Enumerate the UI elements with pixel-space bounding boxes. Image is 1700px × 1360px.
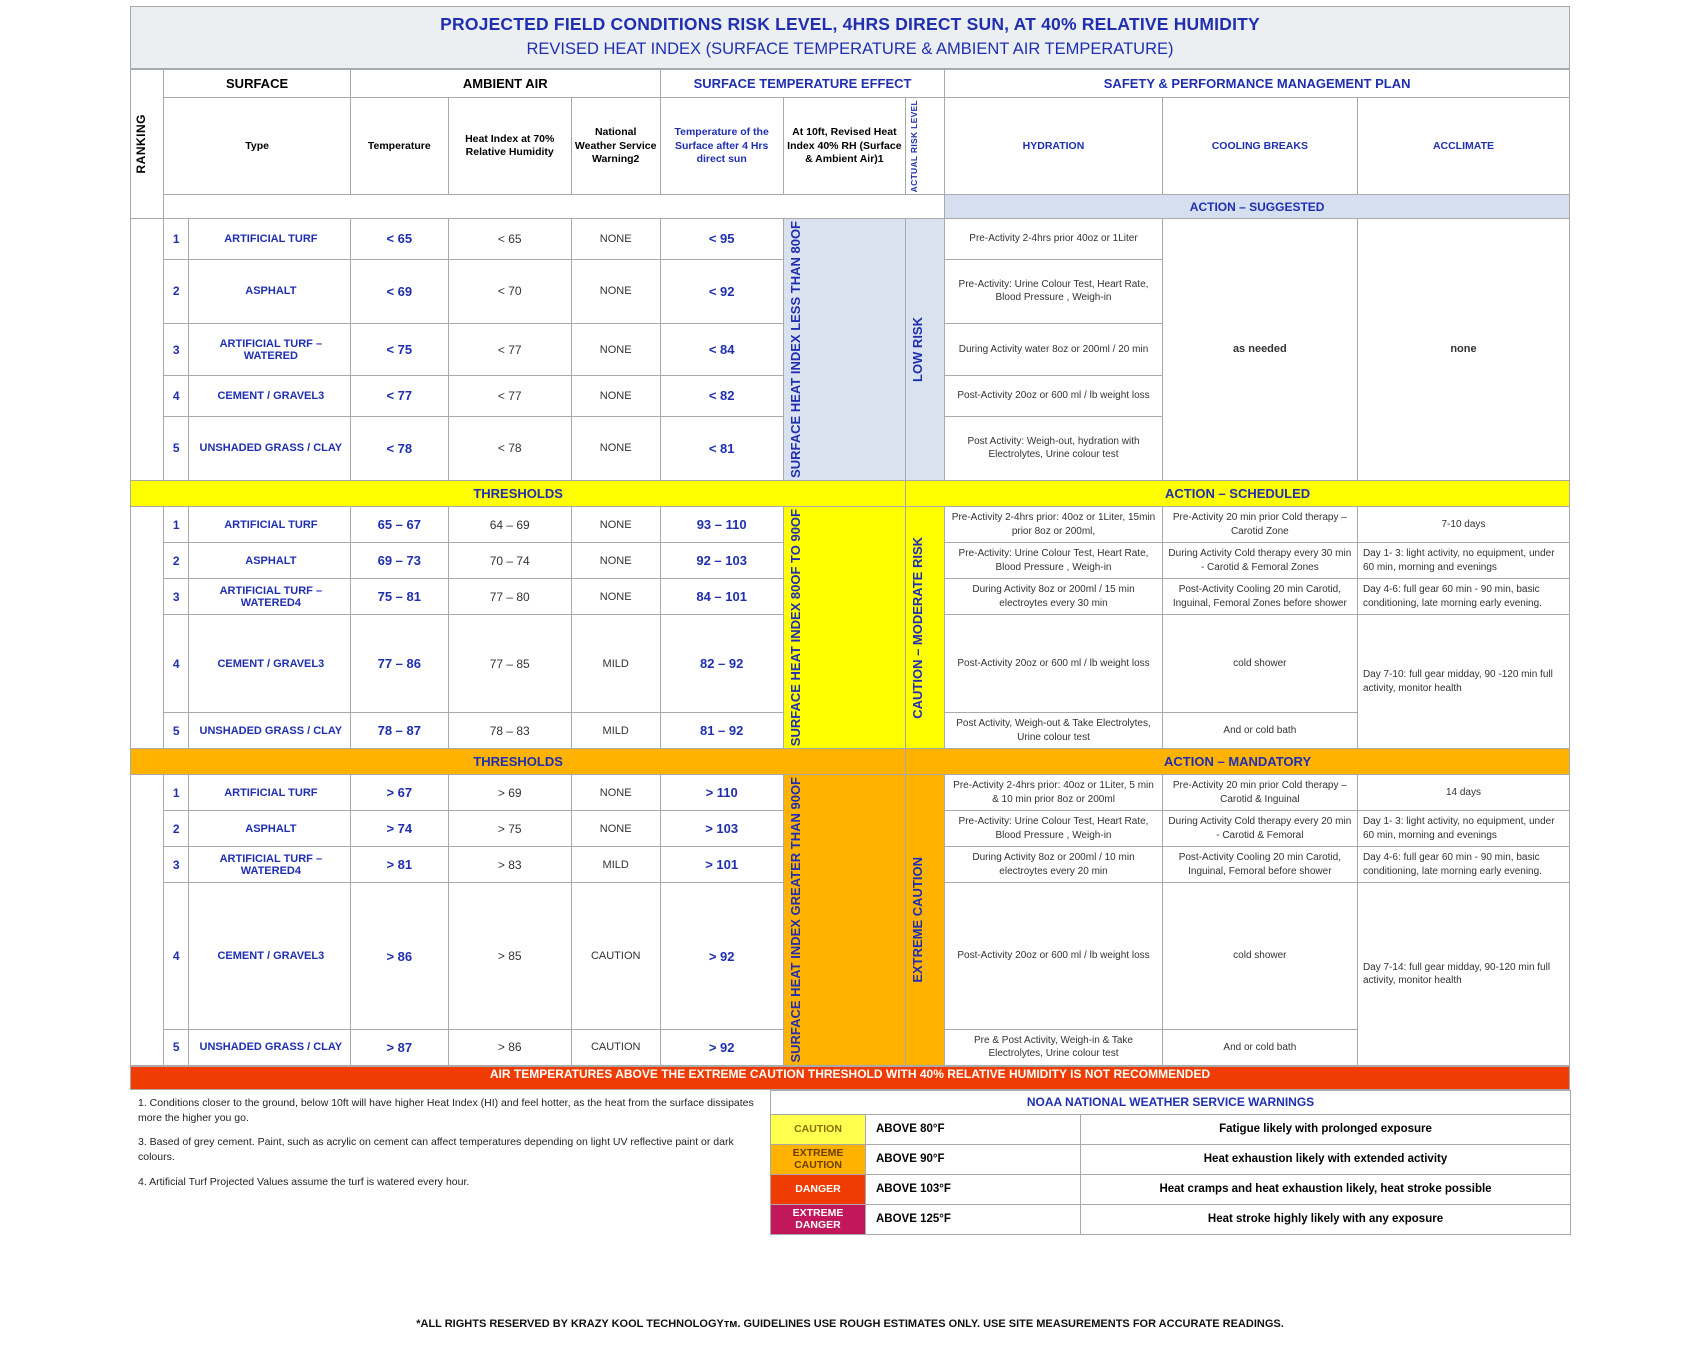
ranking-label: RANKING xyxy=(134,114,148,174)
hydration-note: Pre & Post Activity, Weigh-in & Take Electrolytes, Urine colour test xyxy=(945,1029,1163,1065)
heat-risk-chart xyxy=(130,6,1570,1235)
chart-title-line1: PROJECTED FIELD CONDITIONS RISK LEVEL, 4HRS DIRECT SUN, AT 40% RELATIVE HUMIDITY xyxy=(440,14,1260,34)
bottom-section xyxy=(130,1090,1570,1235)
footnotes-panel xyxy=(130,1090,770,1235)
noaa-desc: Fatigue likely with prolonged exposure xyxy=(1081,1114,1571,1144)
ambient-temperature: < 75 xyxy=(350,324,448,376)
cooling-breaks-note: During Activity Cold therapy every 20 min - Carotid & Femoral xyxy=(1162,811,1357,847)
surface-type: ARTIFICIAL TURF xyxy=(188,219,350,259)
header-type: Type xyxy=(164,98,350,195)
surface-temperature: 92 – 103 xyxy=(660,543,783,579)
header-nws-warning: National Weather Service Warning2 xyxy=(571,98,660,195)
acclimate-note: none xyxy=(1357,219,1569,481)
ambient-temperature: 75 – 81 xyxy=(350,579,448,615)
hydration-note: During Activity 8oz or 200ml / 10 min electroytes every 20 min xyxy=(945,847,1163,883)
surface-type: CEMENT / GRAVEL3 xyxy=(188,615,350,713)
surface-temperature: < 95 xyxy=(660,219,783,259)
risk-band-label: SURFACE HEAT INDEX GREATER THAN 90OF xyxy=(787,777,803,1063)
nws-warning: MILD xyxy=(571,847,660,883)
ambient-temperature: > 67 xyxy=(350,775,448,811)
cooling-breaks-note: as needed xyxy=(1162,219,1357,481)
actual-risk-level-label: ACTUAL RISK LEVEL xyxy=(909,100,920,193)
row-number: 2 xyxy=(164,259,189,324)
heat-index-70: > 69 xyxy=(448,775,571,811)
noaa-row xyxy=(771,1174,1571,1204)
risk-level-extreme xyxy=(906,775,945,1066)
nws-warning: MILD xyxy=(571,615,660,713)
row-number: 3 xyxy=(164,324,189,376)
surface-temperature: > 92 xyxy=(660,883,783,1030)
noaa-title-row xyxy=(771,1090,1571,1114)
heat-index-70: < 78 xyxy=(448,416,571,481)
nws-warning: NONE xyxy=(571,543,660,579)
ambient-temperature: < 77 xyxy=(350,376,448,416)
surface-type: ASPHALT xyxy=(188,811,350,847)
risk-band-extreme xyxy=(783,775,906,1066)
ambient-temperature: 65 – 67 xyxy=(350,507,448,543)
heat-index-70: < 77 xyxy=(448,376,571,416)
surface-temperature: 81 – 92 xyxy=(660,713,783,749)
header-actual-risk-level xyxy=(906,98,945,195)
surface-temperature: > 101 xyxy=(660,847,783,883)
footnote-4: 4. Artificial Turf Projected Values assume the turf is watered every hour. xyxy=(138,1175,470,1188)
surface-type: UNSHADED GRASS / CLAY xyxy=(188,1029,350,1065)
nws-warning: NONE xyxy=(571,775,660,811)
cooling-breaks-note: And or cold bath xyxy=(1162,713,1357,749)
hydration-note: Post Activity: Weigh-out, hydration with Electrolytes, Urine colour test xyxy=(945,416,1163,481)
ambient-temperature: > 86 xyxy=(350,883,448,1030)
nws-warning: NONE xyxy=(571,507,660,543)
surface-temperature: 84 – 101 xyxy=(660,579,783,615)
noaa-desc: Heat stroke highly likely with any exposure xyxy=(1081,1204,1571,1234)
row-number: 3 xyxy=(164,579,189,615)
surface-type: CEMENT / GRAVEL3 xyxy=(188,376,350,416)
heat-index-70: > 83 xyxy=(448,847,571,883)
nws-warning: NONE xyxy=(571,259,660,324)
surface-type: ASPHALT xyxy=(188,259,350,324)
acclimate-note: Day 1- 3: light activity, no equipment, under 60 min, morning and evenings xyxy=(1357,543,1569,579)
noaa-tag-extreme-danger: EXTREME DANGER xyxy=(771,1204,866,1234)
row-number: 2 xyxy=(164,543,189,579)
cooling-breaks-note: Post-Activity Cooling 20 min Carotid, Inguinal, Femoral before shower xyxy=(1162,847,1357,883)
ambient-temperature: < 65 xyxy=(350,219,448,259)
cooling-breaks-note: And or cold bath xyxy=(1162,1029,1357,1065)
hydration-note: Pre-Activity 2-4hrs prior: 40oz or 1Liter, 5 min & 10 min prior 8oz or 200ml xyxy=(945,775,1163,811)
ambient-temperature: > 81 xyxy=(350,847,448,883)
hydration-note: Pre-Activity: Urine Colour Test, Heart Rate, Blood Pressure , Weigh-in xyxy=(945,543,1163,579)
thresholds-moderate-row xyxy=(131,481,1570,507)
surface-type: UNSHADED GRASS / CLAY xyxy=(188,416,350,481)
footnote-3: 3. Based of grey cement. Paint, such as acrylic on cement can affect temperatures depending on light UV reflective paint or dark colours. xyxy=(138,1136,734,1164)
header-group-row xyxy=(131,70,1570,98)
thresholds-banner-moderate: THRESHOLDS xyxy=(131,481,906,507)
risk-level-label: EXTREME CAUTION xyxy=(910,857,926,984)
surface-type: ARTIFICIAL TURF – WATERED4 xyxy=(188,579,350,615)
acclimate-note: Day 7-14: full gear midday, 90-120 min full activity, monitor health xyxy=(1357,883,1569,1066)
noaa-temp: ABOVE 90°F xyxy=(866,1144,1081,1174)
row-number: 1 xyxy=(164,219,189,259)
ranking-header-cell xyxy=(131,70,164,219)
cooling-breaks-note: During Activity Cold therapy every 30 min - Carotid & Femoral Zones xyxy=(1162,543,1357,579)
hydration-note: Pre-Activity: Urine Colour Test, Heart Rate, Blood Pressure , Weigh-in xyxy=(945,259,1163,324)
heat-index-70: 77 – 85 xyxy=(448,615,571,713)
ranking-spacer-moderate xyxy=(131,507,164,749)
hydration-note: Post-Activity 20oz or 600 ml / lb weight loss xyxy=(945,376,1163,416)
chart-title-bar xyxy=(130,6,1570,69)
heat-index-70: 78 – 83 xyxy=(448,713,571,749)
cooling-breaks-note: Post-Activity Cooling 20 min Carotid, Inguinal, Femoral Zones before shower xyxy=(1162,579,1357,615)
heat-index-70: 70 – 74 xyxy=(448,543,571,579)
header-acclimate: ACCLIMATE xyxy=(1357,98,1569,195)
row-number: 1 xyxy=(164,507,189,543)
surface-temperature: 82 – 92 xyxy=(660,615,783,713)
header-revised-hi-10ft: At 10ft, Revised Heat Index 40% RH (Surface & Ambient Air)1 xyxy=(783,98,906,195)
heat-index-70: < 77 xyxy=(448,324,571,376)
row-number: 5 xyxy=(164,713,189,749)
action-suggested-row xyxy=(131,195,1570,219)
nws-warning: NONE xyxy=(571,416,660,481)
header-heat-index-70: Heat Index at 70% Relative Humidity xyxy=(448,98,571,195)
surface-temperature: < 84 xyxy=(660,324,783,376)
noaa-tag-caution: CAUTION xyxy=(771,1114,866,1144)
noaa-tag-danger: DANGER xyxy=(771,1174,866,1204)
surface-temperature: 93 – 110 xyxy=(660,507,783,543)
not-recommended-banner: AIR TEMPERATURES ABOVE THE EXTREME CAUTION THRESHOLD WITH 40% RELATIVE HUMIDITY IS NOT RECOMMENDED xyxy=(130,1066,1570,1090)
thresholds-extreme-row xyxy=(131,749,1570,775)
surface-temperature: < 81 xyxy=(660,416,783,481)
noaa-temp: ABOVE 125°F xyxy=(866,1204,1081,1234)
surface-temperature: > 103 xyxy=(660,811,783,847)
ambient-temperature: > 74 xyxy=(350,811,448,847)
surface-temperature: < 92 xyxy=(660,259,783,324)
header-sub-row xyxy=(131,98,1570,195)
copyright-footer: *ALL RIGHTS RESERVED BY KRAZY KOOL TECHNOLOGYтм. GUIDELINES USE ROUGH ESTIMATES ONLY. USE SITE MEASUREMENTS FOR ACCURATE READINGS. xyxy=(416,1318,1284,1330)
action-scheduled-banner: ACTION – SCHEDULED xyxy=(906,481,1570,507)
header-safety-plan: SAFETY & PERFORMANCE MANAGEMENT PLAN xyxy=(945,70,1570,98)
nws-warning: NONE xyxy=(571,219,660,259)
acclimate-note: 14 days xyxy=(1357,775,1569,811)
cooling-breaks-note: Pre-Activity 20 min prior Cold therapy – Carotid Zone xyxy=(1162,507,1357,543)
header-ambient-air: AMBIENT AIR xyxy=(350,70,660,98)
surface-type: ARTIFICIAL TURF – WATERED4 xyxy=(188,847,350,883)
header-surface-temp-effect: SURFACE TEMPERATURE EFFECT xyxy=(660,70,944,98)
noaa-row xyxy=(771,1144,1571,1174)
noaa-temp: ABOVE 80°F xyxy=(866,1114,1081,1144)
risk-level-label: CAUTION – MODERATE RISK xyxy=(910,536,926,719)
noaa-row xyxy=(771,1204,1571,1234)
heat-index-70: < 65 xyxy=(448,219,571,259)
chart-title-line2: REVISED HEAT INDEX (SURFACE TEMPERATURE & AMBIENT AIR TEMPERATURE) xyxy=(526,40,1174,58)
row-number: 5 xyxy=(164,1029,189,1065)
hydration-note: Post Activity, Weigh-out & Take Electrolytes, Urine colour test xyxy=(945,713,1163,749)
ranking-spacer-extreme xyxy=(131,775,164,1066)
heat-index-70: > 75 xyxy=(448,811,571,847)
acclimate-note: Day 4-6: full gear 60 min - 90 min, basic conditioning, late morning early evening. xyxy=(1357,579,1569,615)
cooling-breaks-note: cold shower xyxy=(1162,615,1357,713)
noaa-tag-extreme-caution: EXTREME CAUTION xyxy=(771,1144,866,1174)
hydration-note: Pre-Activity 2-4hrs prior: 40oz or 1Liter, 15min prior 8oz or 200ml, xyxy=(945,507,1163,543)
header-cooling-breaks: COOLING BREAKS xyxy=(1162,98,1357,195)
action-suggested-banner: ACTION – SUGGESTED xyxy=(945,195,1570,219)
ambient-temperature: 69 – 73 xyxy=(350,543,448,579)
noaa-temp: ABOVE 103°F xyxy=(866,1174,1081,1204)
surface-temperature: > 110 xyxy=(660,775,783,811)
ranking-spacer-low xyxy=(131,219,164,481)
noaa-row xyxy=(771,1114,1571,1144)
action-mandatory-banner: ACTION – MANDATORY xyxy=(906,749,1570,775)
row-number: 4 xyxy=(164,376,189,416)
acclimate-note: Day 4-6: full gear 60 min - 90 min, basic conditioning, late morning early evening. xyxy=(1357,847,1569,883)
noaa-desc: Heat cramps and heat exhaustion likely, heat stroke possible xyxy=(1081,1174,1571,1204)
nws-warning: NONE xyxy=(571,579,660,615)
ambient-temperature: < 78 xyxy=(350,416,448,481)
heat-index-70: 64 – 69 xyxy=(448,507,571,543)
ambient-temperature: > 87 xyxy=(350,1029,448,1065)
heat-index-70: 77 – 80 xyxy=(448,579,571,615)
heat-index-70: > 85 xyxy=(448,883,571,1030)
ambient-temperature: 78 – 87 xyxy=(350,713,448,749)
table-row xyxy=(131,775,1570,811)
risk-band-label: SURFACE HEAT INDEX LESS THAN 80OF xyxy=(787,221,803,479)
surface-type: ASPHALT xyxy=(188,543,350,579)
nws-warning: CAUTION xyxy=(571,1029,660,1065)
noaa-desc: Heat exhaustion likely with extended activity xyxy=(1081,1144,1571,1174)
header-hydration: HYDRATION xyxy=(945,98,1163,195)
row-number: 4 xyxy=(164,883,189,1030)
heat-index-70: > 86 xyxy=(448,1029,571,1065)
acclimate-note: 7-10 days xyxy=(1357,507,1569,543)
surface-type: CEMENT / GRAVEL3 xyxy=(188,883,350,1030)
risk-level-label: LOW RISK xyxy=(910,317,926,383)
thresholds-banner-extreme: THRESHOLDS xyxy=(131,749,906,775)
risk-level-moderate xyxy=(906,507,945,749)
row-number: 2 xyxy=(164,811,189,847)
nws-warning: NONE xyxy=(571,811,660,847)
risk-band-label: SURFACE HEAT INDEX 80OF TO 90OF xyxy=(787,509,803,747)
main-table xyxy=(130,69,1570,1066)
hydration-note: Post-Activity 20oz or 600 ml / lb weight loss xyxy=(945,883,1163,1030)
hydration-note: During Activity water 8oz or 200ml / 20 min xyxy=(945,324,1163,376)
cooling-breaks-note: Pre-Activity 20 min prior Cold therapy – Carotid & Inguinal xyxy=(1162,775,1357,811)
ambient-temperature: 77 – 86 xyxy=(350,615,448,713)
noaa-table xyxy=(770,1090,1571,1235)
risk-band-moderate xyxy=(783,507,906,749)
cooling-breaks-note: cold shower xyxy=(1162,883,1357,1030)
hydration-note: Post-Activity 20oz or 600 ml / lb weight loss xyxy=(945,615,1163,713)
noaa-title: NOAA NATIONAL WEATHER SERVICE WARNINGS xyxy=(771,1090,1571,1114)
surface-type: ARTIFICIAL TURF xyxy=(188,775,350,811)
acclimate-note: Day 1- 3: light activity, no equipment, under 60 min, morning and evenings xyxy=(1357,811,1569,847)
heat-index-70: < 70 xyxy=(448,259,571,324)
row-number: 3 xyxy=(164,847,189,883)
table-row xyxy=(131,219,1570,259)
row-number: 5 xyxy=(164,416,189,481)
hydration-note: Pre-Activity 2-4hrs prior 40oz or 1Liter xyxy=(945,219,1163,259)
nws-warning: MILD xyxy=(571,713,660,749)
ambient-temperature: < 69 xyxy=(350,259,448,324)
nws-warning: NONE xyxy=(571,376,660,416)
header-temperature: Temperature xyxy=(350,98,448,195)
acclimate-note: Day 7-10: full gear midday, 90 -120 min full activity, monitor health xyxy=(1357,615,1569,749)
table-row xyxy=(131,507,1570,543)
header-temp-surface-4hrs: Temperature of the Surface after 4 Hrs direct sun xyxy=(660,98,783,195)
header-surface: SURFACE xyxy=(164,70,350,98)
hydration-note: Pre-Activity: Urine Colour Test, Heart Rate, Blood Pressure , Weigh-in xyxy=(945,811,1163,847)
noaa-panel xyxy=(770,1090,1570,1235)
footnote-1: 1. Conditions closer to the ground, below 10ft will have higher Heat Index (HI) and feel hotter, as the heat from the surface dissipates more the higher you go. xyxy=(138,1096,754,1124)
row-number: 1 xyxy=(164,775,189,811)
surface-type: UNSHADED GRASS / CLAY xyxy=(188,713,350,749)
surface-temperature: > 92 xyxy=(660,1029,783,1065)
risk-band-low xyxy=(783,219,906,481)
surface-type: ARTIFICIAL TURF xyxy=(188,507,350,543)
row-number: 4 xyxy=(164,615,189,713)
hydration-note: During Activity 8oz or 200ml / 15 min electroytes every 30 min xyxy=(945,579,1163,615)
surface-type: ARTIFICIAL TURF – WATERED xyxy=(188,324,350,376)
surface-temperature: < 82 xyxy=(660,376,783,416)
nws-warning: NONE xyxy=(571,324,660,376)
nws-warning: CAUTION xyxy=(571,883,660,1030)
risk-level-low xyxy=(906,219,945,481)
